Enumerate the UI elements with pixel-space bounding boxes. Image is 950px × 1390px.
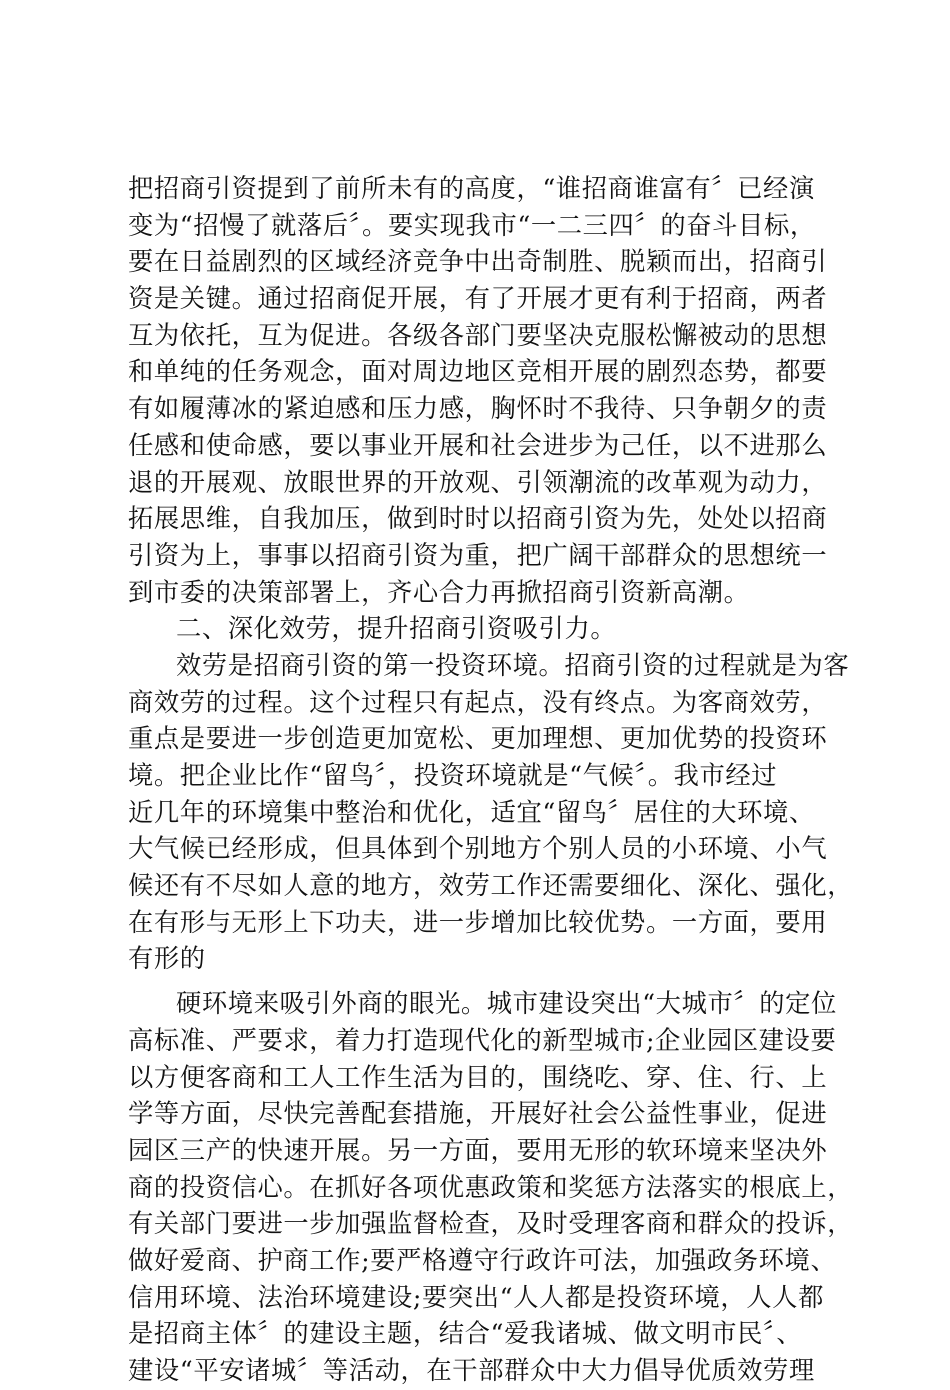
text-line: 硬环境来吸引外商的眼光。城市建设突出“大城市〞的定位	[176, 989, 837, 1019]
text-line: 互为依托，互为促进。各级各部门要坚决克服松懈被动的思想	[128, 320, 828, 350]
text-line: 有形的	[128, 944, 206, 974]
text-line: 资是关键。通过招商促开展，有了开展才更有利于招商，两者	[128, 284, 828, 314]
text-line: 有如履薄冰的紧迫感和压力感，胸怀时不我待、只争朝夕的责	[128, 394, 828, 424]
text-line: 到市委的决策部署上，齐心合力再掀招商引资新高潮。	[128, 577, 750, 607]
text-line: 拓展思维，自我加压，做到时时以招商引资为先，处处以招商	[128, 504, 828, 534]
text-line: 候还有不尽如人意的地方，效劳工作还需要细化、深化、强化，	[128, 871, 854, 901]
text-line: 变为“招慢了就落后〞。要实现我市“一二三四〞的奋斗目标，	[128, 210, 816, 240]
text-line: 信用环境、法治环境建设;要突出“人人都是投资环境，人人都	[128, 1282, 824, 1312]
text-line: 把招商引资提到了前所未有的高度，“谁招商谁富有〞已经演	[128, 174, 815, 203]
text-line: 商效劳的过程。这个过程只有起点，没有终点。为客商效劳，	[128, 687, 828, 717]
text-line: 园区三产的快速开展。另一方面，要用无形的软环境来坚决外	[128, 1135, 828, 1165]
text-line: 效劳是招商引资的第一投资环境。招商引资的过程就是为客	[176, 650, 850, 680]
text-line: 建设“平安诸城〞等活动，在干部群众中大力倡导优质效劳理	[128, 1356, 815, 1385]
text-line: 高标准、严要求，着力打造现代化的新型城市;企业园区建设要	[128, 1025, 837, 1055]
text-line: 近几年的环境集中整治和优化，适宜“留鸟〞居住的大环境、	[128, 797, 815, 827]
section-heading: 二、深化效劳，提升招商引资吸引力。	[176, 614, 617, 644]
text-line: 境。把企业比作“留鸟〞，投资环境就是“气候〞。我市经过	[128, 761, 778, 790]
text-line: 任感和使命感，要以事业开展和社会进步为己任，以不进那么	[128, 430, 828, 460]
text-line: 大气候已经形成，但具体到个别地方个别人员的小环境、小气	[128, 834, 828, 864]
text-line: 重点是要进一步创造更加宽松、更加理想、更加优势的投资环	[128, 724, 828, 754]
text-line: 有关部门要进一步加强监督检查，及时受理客商和群众的投诉，	[128, 1209, 854, 1239]
text-line: 做好爱商、护商工作;要严格遵守行政许可法，加强政务环境、	[128, 1245, 837, 1275]
text-line: 在有形与无形上下功夫，进一步增加比较优势。一方面，要用	[128, 907, 828, 937]
text-line: 商的投资信心。在抓好各项优惠政策和奖惩方法落实的根底上，	[128, 1172, 854, 1202]
text-line: 以方便客商和工人工作生活为目的，围绕吃、穿、住、行、上	[128, 1062, 828, 1092]
text-line: 要在日益剧烈的区域经济竞争中出奇制胜、脱颖而出，招商引	[128, 247, 828, 277]
text-line: 引资为上，事事以招商引资为重，把广阔干部群众的思想统一	[128, 540, 828, 570]
document-body	[128, 171, 854, 1390]
text-line: 和单纯的任务观念，面对周边地区竞相开展的剧烈态势，都要	[128, 357, 828, 387]
text-line: 退的开展观、放眼世界的开放观、引领潮流的改革观为动力，	[128, 467, 828, 497]
text-line: 是招商主体〞的建设主题，结合“爱我诸城、做文明市民〞、	[128, 1319, 803, 1349]
text-line: 学等方面，尽快完善配套措施，开展好社会公益性事业，促进	[128, 1099, 828, 1129]
